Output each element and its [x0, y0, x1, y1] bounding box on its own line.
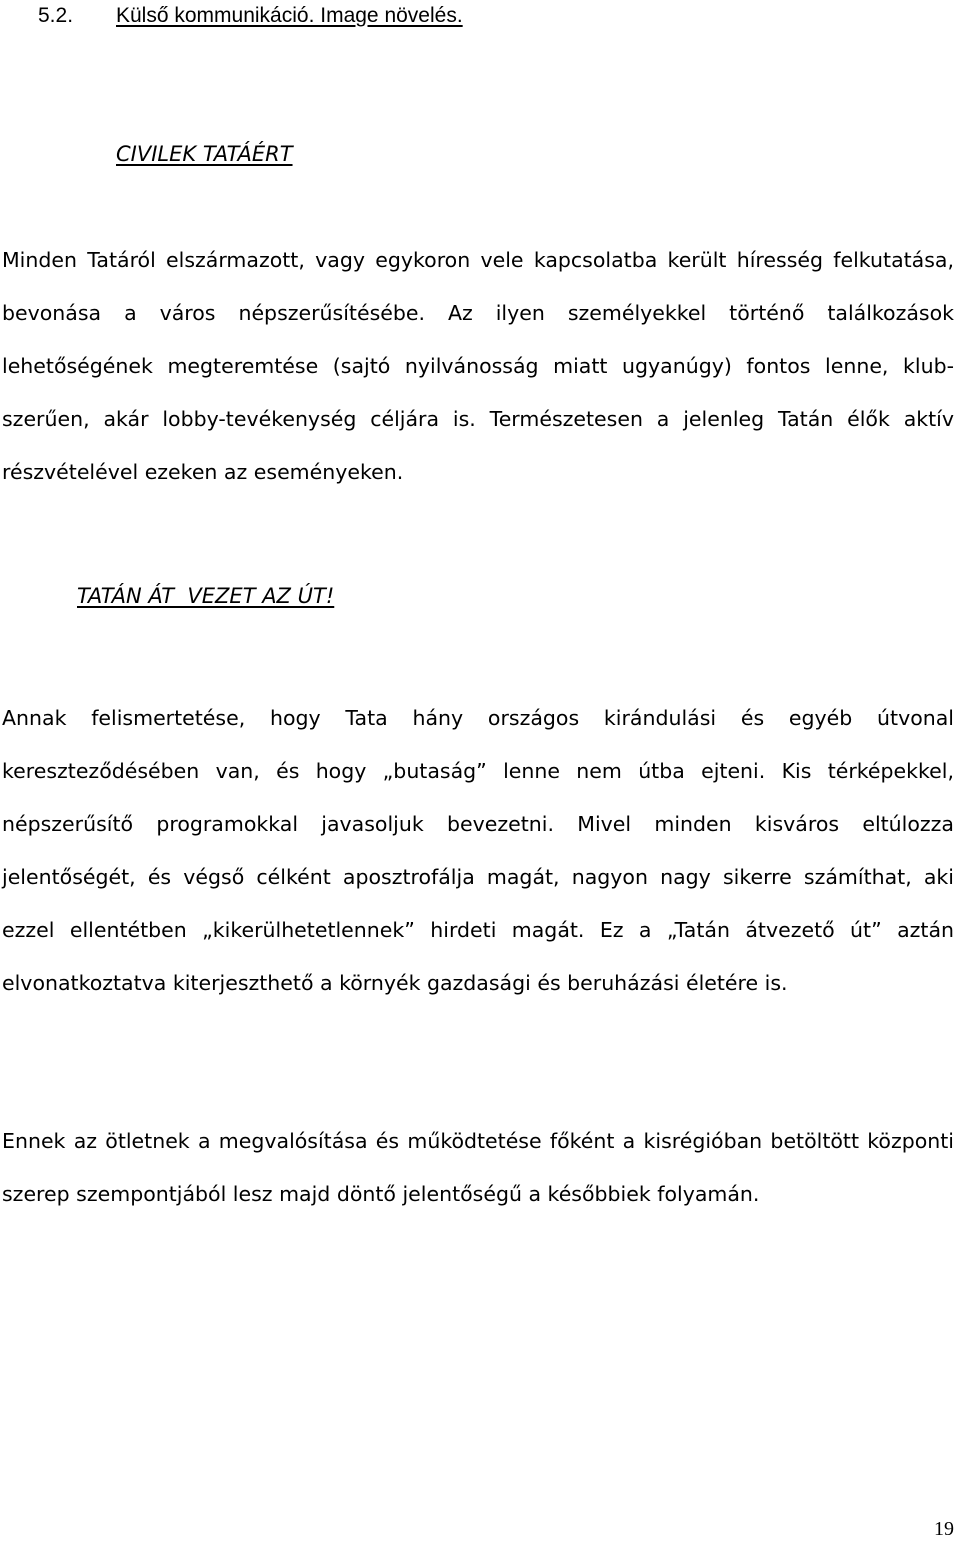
section-number: 5.2. [38, 4, 74, 27]
paragraph-civilek: Minden Tatáról elszármazott, vagy egykoron vele kapcsolatba került híresség felkutatása, bevonása a város népszerűsítésébe. Az ilyen személyekkel történő találkozások lehetőségének megteremtése (sajtó nyilvánosság miatt ugyanúgy) fontos lenne, klub-szerűen, akár lobby-tevékenység céljára is. Természetesen a jelenleg Tatán élők aktív részvételével ezeken az eseményeken. [2, 248, 954, 484]
page-number: 19 [934, 1518, 954, 1540]
subheading-tatan-at-vezet-az-ut: TATÁN ÁT VEZET AZ ÚT! [77, 584, 335, 608]
subheading-civilek-tataert: CIVILEK TATÁÉRT [116, 142, 293, 166]
paragraph-megvalositas: Ennek az ötletnek a megvalósítása és működtetése főként a kisrégióban betöltött központi szerep szempontjából lesz majd döntő jelentőségű a későbbiek folyamán. [2, 1129, 954, 1206]
section-title: Külső kommunikáció. Image növelés. [116, 4, 463, 27]
paragraph-utvonal: Annak felismertetése, hogy Tata hány országos kirándulási és egyéb útvonal kereszteződésében van, és hogy „butaság” lenne nem útba ejteni. Kis térképekkel, népszerűsítő programokkal javasoljuk bevezetni. Mivel minden kisváros eltúlozza jelentőségét, és végső célként aposztrofálja magát, nagyon nagy sikerre számíthat, aki ezzel ellentétben „kikerülhetetlennek” hirdeti magát. Ez a „Tatán átvezető út” aztán elvonatkoztatva kiterjeszthető a környék gazdasági és beruházási életére is. [2, 706, 954, 995]
section-heading [38, 2, 463, 30]
